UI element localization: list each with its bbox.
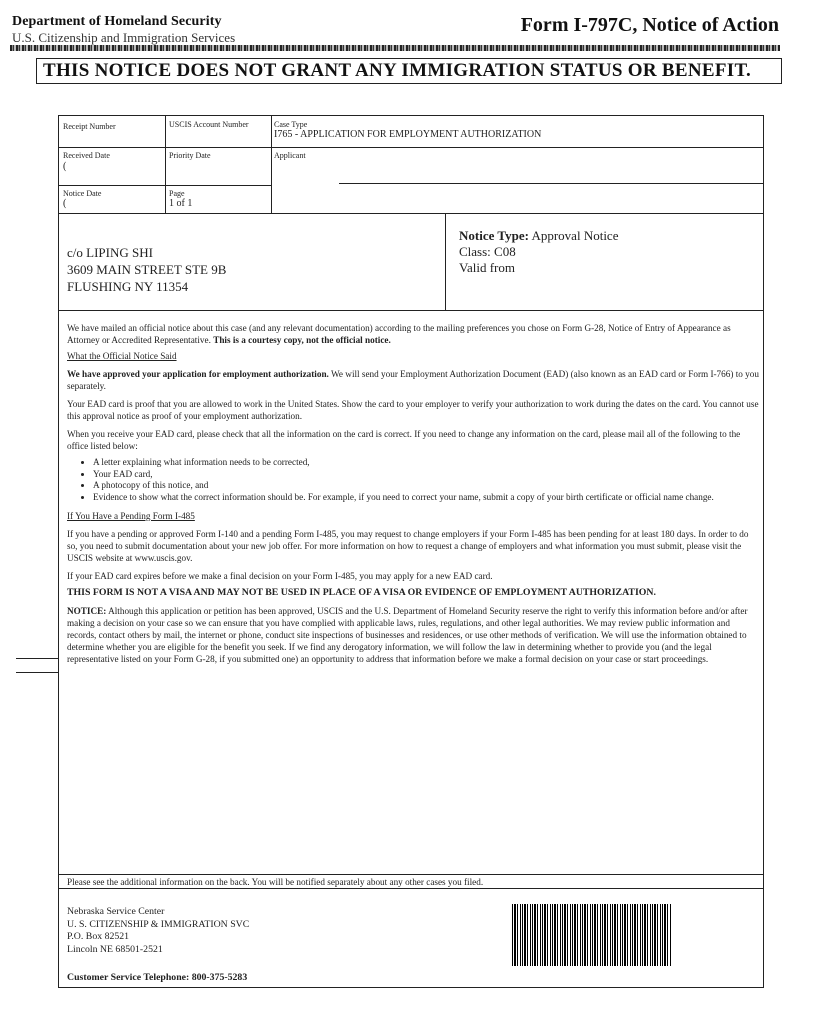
banner-text: THIS NOTICE DOES NOT GRANT ANY IMMIGRATION STATUS OR BENEFIT. [43,60,752,81]
notice-type-value: Approval Notice [531,228,619,243]
expires-paragraph: If your EAD card expires before we make a final decision on your Form I-485, you may apply for a new EAD card. [67,571,493,581]
notice-type-label: Notice Type: [459,228,529,243]
list-item: • Evidence to show what the correct information should be. For example, if you need to correct your name, submit a copy of your birth certificate or official name change. [93,492,759,504]
priority-date-label: Priority Date [169,151,211,160]
received-date-value: ( [63,161,67,172]
correction-list [67,457,759,503]
approved-paragraph: We have approved your application for employment authorization. We will send your Employment Authorization Document (EAD) (also known as an EAD card or Form I-766) to you separately. [67,369,759,391]
verification-notice: NOTICE: Although this application or petition has been approved, USCIS and the U.S. Department of Homeland Security reserve the right to verify this information before and/or after making a decision on your case so we can ensure that you have complied with applicable laws, rules, regulations, and other legal authorities. We may review public information and records, contact others by mail, the internet or phone, conduct site inspections of businesses and residences, or use other methods of verification. We will use the information obtained to determine whether you are eligible for the benefit you seek. If we find any derogatory information, we will follow the law in determining whether to provide you (and the legal representative listed on your Form G-28, if you submitted one) an opportunity to address that information before we make a formal decision on your case or start proceedings. [67,606,748,664]
check-info-paragraph: When you receive your EAD card, please check that all the information on the card is correct. If you need to change any information on the card, please mail all of the following to the office listed below: [67,429,741,451]
agency-name: Department of Homeland Security [12,14,222,29]
notice-body [67,322,759,665]
additional-info-note: Please see the additional information on the back. You will be notified separately about any other cases you filed. [67,877,484,887]
case-type-label: Case Type [274,120,308,129]
pending-paragraph: If you have a pending or approved Form I-140 and a pending Form I-485, you may request to change employers if your Form I-485 has been pending for at least 180 days. In order to do so, you need to submit documentation about your new job offer. For more information on how to request a change of employers and what information you must submit, please visit the USCIS website at www.uscis.gov. [67,529,749,563]
status-banner [36,58,782,84]
margin-mark [16,658,58,659]
not-visa-statement: THIS FORM IS NOT A VISA AND MAY NOT BE USED IN PLACE OF A VISA OR EVIDENCE OF EMPLOYMENT AUTHORIZATION. [67,587,656,598]
form-title: Form I-797C, Notice of Action [520,14,779,36]
applicant-label: Applicant [274,151,306,160]
customer-service-phone: Customer Service Telephone: 800-375-5283 [67,972,248,983]
address-line-1: c/o LIPING SHI [67,245,153,260]
margin-mark [16,672,58,673]
subagency-name: U.S. Citizenship and Immigration Services [12,30,236,45]
notice-type-block [459,228,618,276]
page-label: Page [169,189,185,198]
notice-class: Class: C08 [459,244,516,259]
page-value: 1 of 1 [169,198,193,209]
intro-paragraph: We have mailed an official notice about this case (and any relevant documentation) according to the mailing preferences you chose on Form G-28, Notice of Entry of Appearance as Attorney or Accredited Representative. This is a courtesy copy, not the official notice. [67,323,731,345]
barcode-image [512,904,672,966]
address-line-2: 3609 MAIN STREET STE 9B [67,262,227,277]
section-heading-official-notice: What the Official Notice Said [67,351,177,361]
notice-box [58,115,764,988]
uscis-account-label: USCIS Account Number [169,120,249,129]
notice-date-label: Notice Date [63,189,102,198]
receipt-number-label: Receipt Number [63,122,116,131]
list-item: • A photocopy of this notice, and [93,480,759,492]
section-heading-pending-i485: If You Have a Pending Form I-485 [67,511,195,521]
list-item: • Your EAD card, [93,469,759,481]
address-line-3: FLUSHING NY 11354 [67,279,189,294]
notice-date-value: ( [63,198,67,209]
service-center-address: Nebraska Service Center U. S. CITIZENSHIP & IMMIGRATION SVC P.O. Box 82521 Lincoln NE 68501-2521 [67,906,250,955]
ead-proof-paragraph: Your EAD card is proof that you are allowed to work in the United States. Show the card to your employer to verify your authorization to work during the dates on the card. You cannot use this approval notice as proof of your employment authorization. [67,399,759,421]
mailing-address [67,244,226,295]
list-item: • A letter explaining what information needs to be corrected, [93,457,759,469]
case-type-value: I765 - APPLICATION FOR EMPLOYMENT AUTHORIZATION [274,129,542,140]
received-date-label: Received Date [63,151,110,160]
notice-valid-from: Valid from [459,260,515,275]
header-hatch-bar [10,45,780,51]
